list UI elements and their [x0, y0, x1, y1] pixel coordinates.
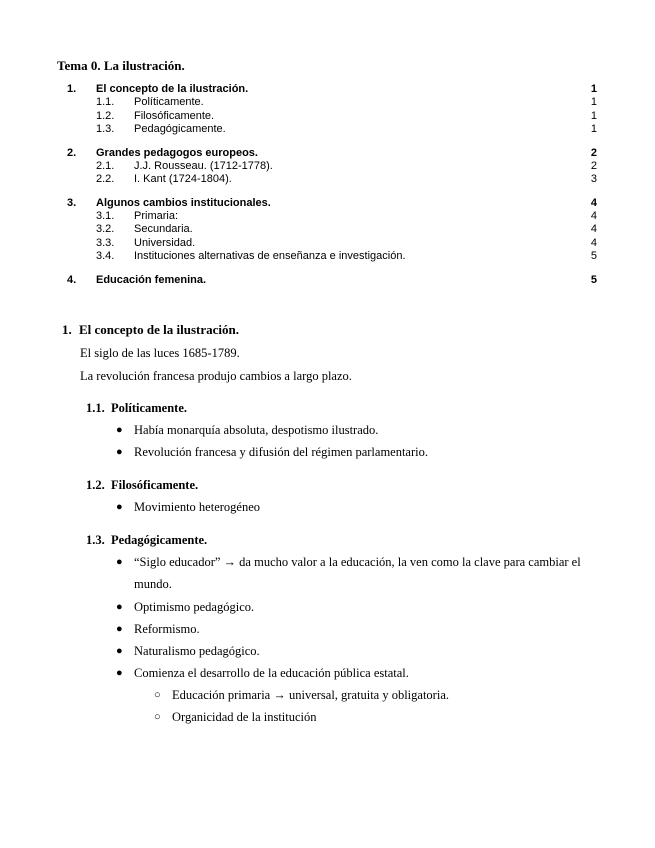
toc-subentry-page: 4: [590, 223, 597, 235]
list-item-text: Optimismo pedagógico.: [134, 600, 255, 614]
table-of-contents: [0, 82, 655, 296]
toc-subentry-title: Primaria:: [134, 209, 179, 222]
bullet-icon: ●: [116, 501, 123, 513]
toc-entry-number: 4.: [67, 273, 77, 286]
toc-subentry-number: 1.3.: [96, 123, 115, 135]
subsection-heading: [86, 533, 207, 548]
toc-entry-page: 4: [590, 196, 597, 209]
list-item: [116, 662, 606, 684]
list-item: [116, 419, 606, 441]
toc-subentry-title: Instituciones alternativas de enseñanza e investigación.: [134, 250, 406, 262]
toc-entry-page: 1: [590, 83, 597, 95]
toc-subentry[interactable]: [0, 110, 655, 124]
list-item-text: Movimiento heterogéneo: [134, 500, 261, 514]
subsection-heading: [86, 401, 187, 416]
subsection-number: 1.1.: [86, 401, 105, 415]
list-item-text: Reformismo.: [134, 622, 200, 636]
toc-subentry-number: 2.2.: [96, 173, 115, 185]
toc-entry-title: Algunos cambios institucionales.: [96, 196, 271, 209]
toc-subentry[interactable]: [0, 160, 655, 174]
toc-subentry[interactable]: [0, 237, 655, 251]
bullet-icon: ●: [116, 601, 123, 613]
hollow-bullet-icon: ○: [154, 711, 161, 723]
hollow-bullet-icon: ○: [154, 689, 161, 701]
toc-subentry-title: J.J. Rousseau. (1712-1778).: [134, 159, 273, 172]
toc-subentry-title: Universidad.: [134, 236, 196, 249]
paragraph: La revolución francesa produjo cambios a largo plazo.: [80, 369, 352, 383]
bullet-icon: ●: [116, 645, 123, 657]
toc-subentry[interactable]: [0, 250, 655, 264]
list-item-text: Naturalismo pedagógico.: [134, 644, 260, 658]
toc-subentry-page: 4: [590, 236, 597, 249]
toc-subentry[interactable]: [0, 223, 655, 237]
toc-subentry-page: 1: [590, 96, 597, 108]
list-item: [116, 441, 606, 463]
toc-subentry-page: 1: [590, 109, 597, 122]
subsection-number: 1.2.: [86, 478, 105, 492]
toc-entry[interactable]: [0, 196, 655, 210]
toc-subentry-number: 3.3.: [96, 236, 115, 249]
toc-entry-page: 5: [590, 273, 597, 286]
list-item-text: Organicidad de la institución: [172, 710, 317, 724]
toc-subentry[interactable]: [0, 123, 655, 137]
paragraph: El siglo de las luces 1685-1789.: [80, 346, 240, 360]
nested-list-item: [154, 684, 604, 706]
toc-subentry-page: 1: [590, 123, 597, 135]
list-item: [116, 551, 606, 595]
toc-entry-number: 2.: [67, 146, 77, 159]
toc-subentry-page: 4: [590, 209, 597, 222]
toc-entry-title: Educación femenina.: [96, 273, 207, 286]
subsection-title: Políticamente.: [111, 401, 188, 415]
toc-group-3: [0, 196, 655, 264]
toc-subentry-page: 5: [590, 250, 597, 262]
section-number: 1.: [62, 322, 72, 337]
toc-subentry-title: Pedagógicamente.: [134, 123, 226, 135]
bullet-icon: ●: [116, 667, 123, 679]
toc-subentry-number: 1.2.: [96, 109, 115, 122]
section-title: El concepto de la ilustración.: [79, 322, 239, 337]
toc-subentry-title: Políticamente.: [134, 96, 204, 108]
toc-entry[interactable]: [0, 273, 655, 287]
toc-entry-title: El concepto de la ilustración.: [96, 83, 249, 95]
list-item-text: Había monarquía absoluta, despotismo ilustrado.: [134, 423, 379, 437]
toc-entry[interactable]: [0, 146, 655, 160]
toc-entry-title: Grandes pedagogos europeos.: [96, 146, 258, 159]
section-heading: [62, 322, 239, 338]
toc-group-4: [0, 273, 655, 287]
toc-subentry-page: 2: [590, 159, 597, 172]
list-item-text: “Siglo educador” → da mucho valor a la educación, la ven como la clave para cambiar el mundo.: [134, 555, 581, 591]
toc-subentry-number: 3.2.: [96, 223, 115, 235]
toc-group-2: [0, 146, 655, 187]
subsection-heading: [86, 478, 198, 493]
toc-entry-number: 3.: [67, 196, 77, 209]
list-item: [116, 596, 606, 618]
toc-subentry[interactable]: [0, 210, 655, 224]
list-item-text: Comienza el desarrollo de la educación pública estatal.: [134, 666, 409, 680]
nested-list-item: [154, 706, 604, 728]
toc-entry-number: 1.: [67, 83, 77, 95]
toc-subentry[interactable]: [0, 96, 655, 110]
toc-subentry[interactable]: [0, 173, 655, 187]
subsection-number: 1.3.: [86, 533, 105, 547]
toc-group-1: [0, 82, 655, 137]
bullet-icon: ●: [116, 556, 123, 568]
toc-subentry-number: 3.4.: [96, 250, 115, 262]
list-item-text: Revolución francesa y difusión del régimen parlamentario.: [134, 445, 428, 459]
subsection-title: Filosóficamente.: [111, 478, 199, 492]
toc-subentry-number: 1.1.: [96, 96, 115, 108]
toc-subentry-title: Filosóficamente.: [134, 109, 215, 122]
bullet-icon: ●: [116, 424, 123, 436]
toc-entry[interactable]: [0, 82, 655, 96]
subsection-title: Pedagógicamente.: [111, 533, 208, 547]
toc-subentry-title: Secundaria.: [134, 223, 193, 235]
list-item-text: Educación primaria → universal, gratuita y obligatoria.: [172, 688, 449, 702]
toc-subentry-number: 2.1.: [96, 159, 115, 172]
toc-subentry-page: 3: [590, 173, 597, 185]
bullet-icon: ●: [116, 446, 123, 458]
list-item: [116, 496, 606, 518]
toc-entry-page: 2: [590, 146, 597, 159]
bullet-icon: ●: [116, 623, 123, 635]
toc-subentry-title: I. Kant (1724-1804).: [134, 173, 232, 185]
toc-subentry-number: 3.1.: [96, 209, 115, 222]
list-item: [116, 618, 606, 640]
document-title: Tema 0. La ilustración.: [57, 58, 185, 73]
list-item: [116, 640, 606, 662]
